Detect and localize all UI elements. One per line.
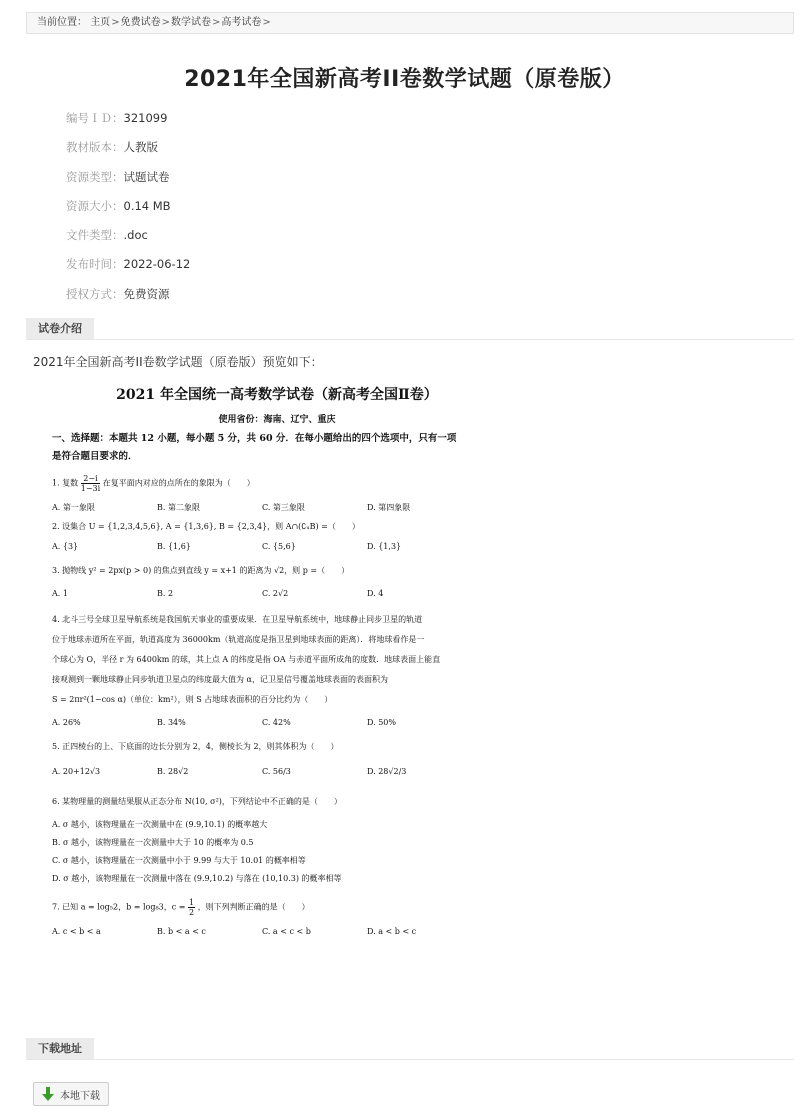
meta-size: 资源大小：0.14 MB bbox=[66, 198, 171, 213]
intro-section-tab: 试卷介绍 bbox=[26, 318, 94, 339]
breadcrumb-gaokao-papers[interactable]: 高考试卷 bbox=[221, 17, 262, 28]
download-arrow-icon bbox=[42, 1087, 54, 1101]
meta-id: 编号ＩＤ：321099 bbox=[66, 111, 168, 125]
question-3-options: A. 1 B. 2 C. 2√2 D. 4 bbox=[52, 589, 384, 598]
meta-type: 资源类型：试题试卷 bbox=[66, 169, 170, 184]
question-3: 3. 抛物线 y² = 2px(p > 0) 的焦点到直线 y = x+1 的距离为 √2，则 p =（ ） bbox=[52, 566, 350, 575]
download-section-tab: 下载地址 bbox=[26, 1038, 94, 1059]
download-button-label: 本地下载 bbox=[60, 1090, 100, 1102]
question-5: 5. 正四棱台的上、下底面的边长分别为 2，4，侧棱长为 2，则其体积为（ ） bbox=[52, 742, 339, 751]
question-4-options: A. 26% B. 34% C. 42% D. 50% bbox=[52, 718, 396, 727]
question-2-options: A. {3} B. {1,6} C. {5,6} D. {1,3} bbox=[52, 542, 402, 551]
question-5-options: A. 20+12√3 B. 28√2 C. 56/3 D. 28√2/3 bbox=[52, 767, 407, 776]
question-6: 6. 某物理量的测量结果服从正态分布 N(10, σ²)，下列结论中不正确的是（ ） bbox=[52, 797, 342, 806]
document-preview bbox=[52, 378, 502, 936]
meta-license: 授权方式：免费资源 bbox=[66, 286, 170, 301]
question-2: 2. 设集合 U = {1,2,3,4,5,6}, A = {1,3,6}, B = {2,3,4}，则 A∩(∁ᵤB) =（ ） bbox=[52, 522, 360, 531]
preview-intro-text: 2021年全国新高考II卷数学试题（原卷版）预览如下： bbox=[33, 355, 323, 369]
doc-title: 2021 年全国统一高考数学试卷（新高考全国Ⅱ卷） bbox=[116, 387, 438, 403]
question-1-options: A. 第一象限 B. 第二象限 C. 第三象限 D. 第四象限 bbox=[52, 503, 411, 512]
doc-section-heading: 一、选择题：本题共 12 小题，每小题 5 分，共 60 分．在每小题给出的四个选项中，只有一项 是符合题目要求的． bbox=[52, 433, 457, 462]
question-7: 7. 已知 a = log₅2，b = log₈3，c = $\frac{1}{2}$ ，则下列判断正确的是（ ） bbox=[52, 898, 310, 917]
resource-meta bbox=[66, 110, 190, 315]
question-1: 1. 复数 $\frac{2-i}{1-3i}$ 在复平面内对应的点所在的象限为（ ） bbox=[52, 474, 255, 493]
breadcrumb-prefix: 当前位置： bbox=[37, 17, 87, 28]
breadcrumb-free-papers[interactable]: 免费试卷 bbox=[120, 17, 161, 28]
question-7-options: A. c < b < a B. b < a < c C. a < c < b D. a < b < c bbox=[52, 927, 417, 936]
breadcrumb-math-papers[interactable]: 数学试卷 bbox=[170, 17, 211, 28]
fraction: $\frac{1}{2}$ bbox=[189, 898, 195, 917]
local-download-button[interactable] bbox=[33, 1082, 109, 1106]
breadcrumb: 当前位置： 主页>免费试卷>数学试卷>高考试卷> bbox=[26, 12, 794, 34]
question-4: 4. 北斗三号全球卫星导航系统是我国航天事业的重要成果．在卫星导航系统中，地球静止同步卫星的轨道 位于地球赤道所在平面，轨道高度为 36000km（轨道高度是指卫星到地球表面的距离）．将地球看作是一 个球心为 O，半径 r 为 6400km 的球，其上点 A 的纬度是指 OA 与赤道平面所成角的度数．地球表面上能直 接观测到一颗地球静止同步轨道卫星点的纬度最大值为 α，记卫星信号覆盖地球表面的表面积为 S = 2πr²(1−cos α)（单位：km²），则 S 占地球表面积的百分比约为（ ） bbox=[52, 615, 441, 704]
meta-filetype: 文件类型：.doc bbox=[66, 228, 148, 243]
meta-date: 发布时间：2022-06-12 bbox=[66, 257, 191, 272]
question-6-options: A. σ 越小，该物理量在一次测量中在 (9.9,10.1) 的概率越大 B. σ 越小，该物理量在一次测量中大于 10 的概率为 0.5 C. σ 越小，该物理量在一次测量中小于 9.99 与大于 10.01 的概率相等 D. σ 越小，该物理量在一次测量中落在 (9.9,10.2) 与落在 (10,10.3) 的概率相等 bbox=[52, 820, 342, 883]
breadcrumb-home[interactable]: 主页 bbox=[90, 17, 111, 28]
page-title: 2021年全国新高考II卷数学试题（原卷版） bbox=[184, 67, 625, 92]
intro-section-header bbox=[26, 318, 794, 340]
fraction: $\frac{2-i}{1-3i}$ bbox=[80, 474, 101, 493]
download-section-header bbox=[26, 1038, 794, 1060]
meta-edition: 教材版本：人教版 bbox=[66, 140, 158, 155]
doc-subtitle: 使用省份：海南、辽宁、重庆 bbox=[218, 415, 336, 425]
